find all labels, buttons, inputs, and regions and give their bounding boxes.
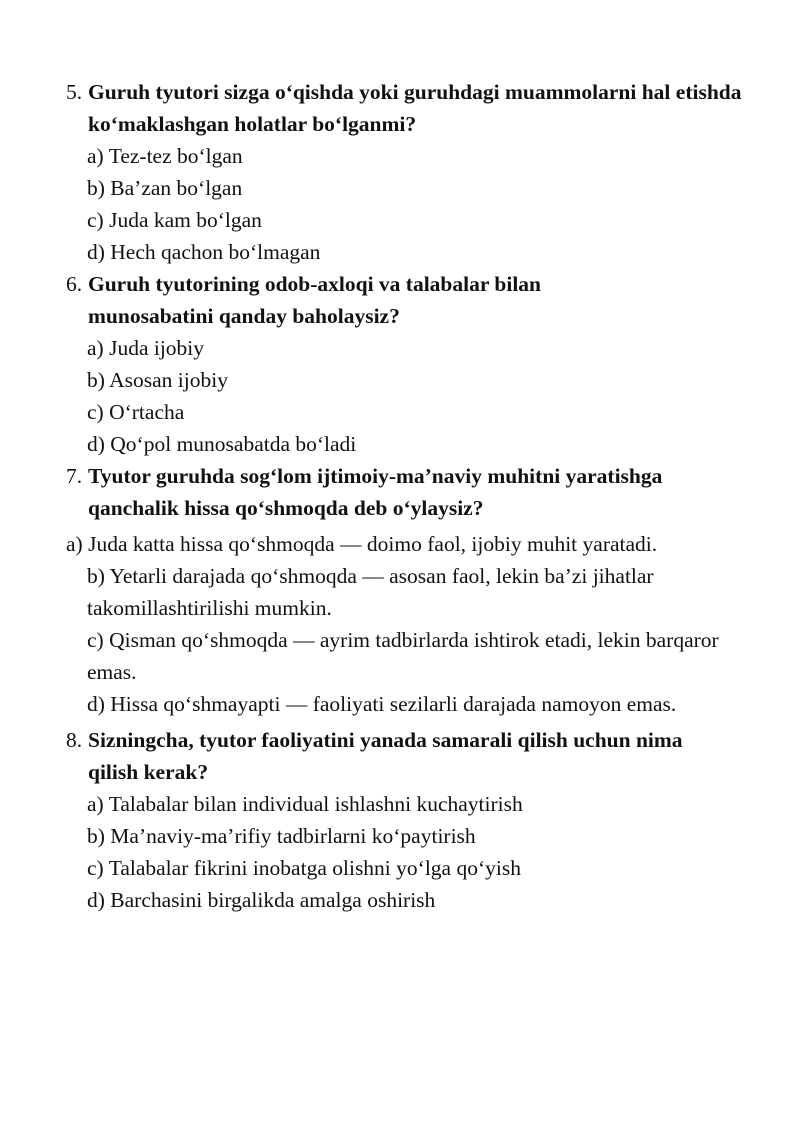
question-heading: [0, 724, 800, 788]
question-text: Tyutor guruhda sog‘lom ijtimoiy-ma’naviy muhitni yaratishga qanchalik hissa qo‘shmoqda deb o‘ylaysiz?: [88, 464, 663, 520]
answer-option-c: c) Juda kam bo‘lgan: [87, 208, 262, 232]
answer-option-a: a) Juda katta hissa qo‘shmoqda — doimo faol, ijobiy muhit yaratadi.: [66, 532, 658, 556]
question-7: [0, 460, 800, 720]
answer-option-d: d) Barchasini birgalikda amalga oshirish: [87, 888, 436, 912]
answer-option-a: a) Talabalar bilan individual ishlashni kuchaytirish: [87, 792, 523, 816]
question-6: [0, 268, 800, 460]
answer-option-d: d) Qo‘pol munosabatda bo‘ladi: [87, 432, 357, 456]
question-heading: [0, 76, 800, 140]
answer-option-d: d) Hissa qo‘shmayapti — faoliyati sezilarli darajada namoyon emas.: [87, 692, 677, 716]
answer-option-c: c) Talabalar fikrini inobatga olishni yo‘lga qo‘yish: [87, 856, 521, 880]
answer-options: [0, 528, 800, 720]
question-number: 7.: [66, 464, 83, 488]
question-text: Guruh tyutori sizga o‘qishda yoki guruhdagi muammolarni hal etishda ko‘maklashgan holatlar bo‘lganmi?: [88, 80, 742, 136]
answer-option-d: d) Hech qachon bo‘lmagan: [87, 240, 321, 264]
question-number: 8.: [66, 728, 83, 752]
question-text: Sizningcha, tyutor faoliyatini yanada samarali qilish uchun nima qilish kerak?: [88, 728, 683, 784]
answer-option-a: a) Juda ijobiy: [87, 336, 205, 360]
question-number: 6.: [66, 272, 83, 296]
answer-option-b: b) Ma’naviy-ma’rifiy tadbirlarni ko‘paytirish: [87, 824, 476, 848]
document-page: [0, 76, 800, 916]
question-5: [0, 76, 800, 268]
question-8: [0, 724, 800, 916]
question-text: Guruh tyutorining odob-axloqi va talabalar bilan munosabatini qanday baholaysiz?: [88, 272, 542, 328]
answer-option-b: b) Yetarli darajada qo‘shmoqda — asosan faol, lekin ba’zi jihatlar takomillashtirilishi mumkin.: [87, 564, 654, 620]
question-heading: [0, 460, 800, 524]
answer-option-c: c) Qisman qo‘shmoqda — ayrim tadbirlarda ishtirok etadi, lekin barqaror emas.: [87, 628, 719, 684]
question-number: 5.: [66, 80, 83, 104]
question-heading: [0, 268, 800, 332]
answer-option-c: c) O‘rtacha: [87, 400, 185, 424]
answer-option-b: b) Ba’zan bo‘lgan: [87, 176, 243, 200]
answer-option-a: a) Tez-tez bo‘lgan: [87, 144, 243, 168]
answer-option-b: b) Asosan ijobiy: [87, 368, 228, 392]
